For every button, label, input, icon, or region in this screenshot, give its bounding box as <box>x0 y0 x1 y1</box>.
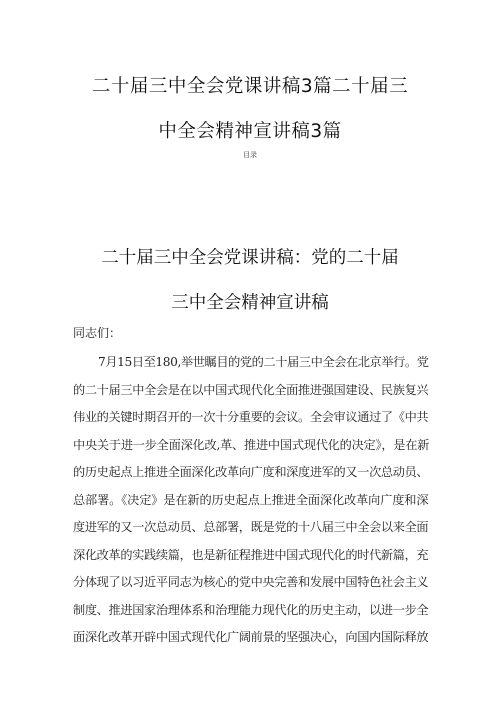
paragraph-line: 分体现了以习近平同志为核心的党中央完善和发展中国特色社会主义 <box>73 575 429 589</box>
paragraph-line: 的历史起点上推进全面深化改革向广度和深度进军的又一次总动员、 <box>73 465 429 479</box>
document-title-line-2: 中全会精神宣讲稿3篇 <box>158 121 342 142</box>
paragraph-line: 中央关于进一步全面深化改,革、推进中国式现代化的决定》，是在新 <box>73 438 430 452</box>
section-title-line-2: 三中全会精神宣讲稿 <box>171 293 329 313</box>
paragraph-line: 7月15日至180,举世瞩目的党的二十届三中全会在北京举行。党 <box>98 355 429 369</box>
paragraph-line: 制度、推进国家治理体系和治理能力现代化的历史主动，以进一步全 <box>73 603 429 617</box>
table-of-contents-label: 目录 <box>243 151 257 159</box>
section-title-line-1: 二十届三中全会党课讲稿：党的二十届 <box>101 248 399 268</box>
document-title-line-1: 二十届三中全会党课讲稿3篇二十届三 <box>91 76 409 97</box>
paragraph-line: 的二十届三中全会是在以中国式现代化全面推进强国建设、民族复兴 <box>73 383 429 397</box>
paragraph-line: 面深化改革开辟中国式现代化广阔前景的坚强决心，向国内国际释放 <box>73 630 429 644</box>
paragraph-line: 度进军的又一次总动员、总部署，既是党的十八届三中全会以来全面 <box>73 520 429 534</box>
paragraph-line: 伟业的关键时期召开的一次十分重要的会议。全会审议通过了《中共 <box>73 410 429 424</box>
salutation: 同志们： <box>73 326 122 340</box>
paragraph-line: 总部署。《决定》是在新的历史起点上推进全面深化改革向广度和深 <box>73 493 429 507</box>
paragraph-line: 深化改革的实践续篇，也是新征程推进中国式现代化的时代新篇，充 <box>73 548 429 562</box>
